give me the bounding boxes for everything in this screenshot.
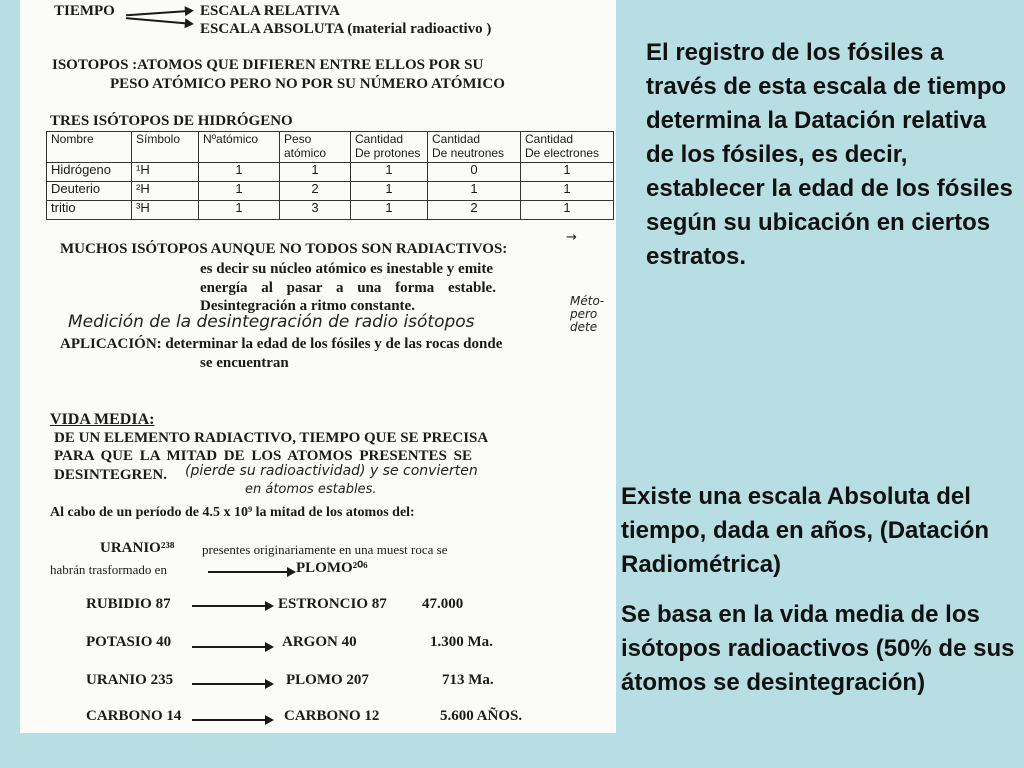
col-header: Peso atómico	[280, 132, 351, 163]
table-row	[47, 182, 614, 201]
cell: 2	[280, 182, 351, 201]
transformado-text: habrán trasformado en	[50, 562, 167, 577]
vida-media-line3: DESINTEGREN.	[54, 467, 167, 483]
table-row	[47, 201, 614, 220]
cell: 1	[351, 201, 428, 220]
handwritten-medicion: Medición de la desintegración de radio isótopos	[68, 312, 475, 332]
decay-parent: URANIO 235	[86, 672, 174, 688]
muchos-isotopos-line3: energía al pasar a una forma estable.	[200, 280, 496, 296]
decay-daughter: CARBONO 12	[284, 708, 380, 724]
presentes-text: presentes originariamente en una muest roca se	[202, 542, 448, 557]
decay-arrow	[192, 646, 272, 648]
isotopos-definition-line1: ISOTOPOS :ATOMOS QUE DIFIEREN ENTRE ELLOS POR SU	[52, 57, 484, 73]
cell: Deuterio	[47, 182, 132, 201]
handwritten-pierde: (pierde su radioactividad) y se convierten	[185, 463, 478, 479]
escala-relativa: ESCALA RELATIVA	[200, 3, 340, 19]
cell: 1	[351, 182, 428, 201]
col-header: Nombre	[47, 132, 132, 163]
decay-halflife: 713 Ma.	[442, 672, 494, 688]
table-title: TRES ISÓTOPOS DE HIDRÓGENO	[50, 113, 293, 129]
cell: 1	[521, 201, 614, 220]
hand-arrow-mark: →	[566, 230, 577, 245]
handwritten-metodo: Méto- pero dete	[570, 294, 605, 334]
relative-dating-paragraph: El registro de los fósiles a través de esta escala de tiempo determina la Datación relativa de los fósiles, es decir, establecer la edad de los fósiles según su ubicación en ciertos estratos.	[646, 39, 1013, 270]
vida-media-title: VIDA MEDIA:	[50, 411, 155, 428]
cell: 1	[199, 163, 280, 182]
periodo-line: Al cabo de un período de 4.5 x 10⁹ la mitad de los atomos del:	[50, 505, 415, 520]
table-row	[47, 163, 614, 182]
arrow-to-plomo206	[208, 571, 294, 573]
absolute-scale-paragraph: Existe una escala Absoluta del tiempo, dada en años, (Datación Radiométrica)	[621, 483, 990, 578]
cell: ¹H	[132, 163, 199, 182]
cell: ²H	[132, 182, 199, 201]
arrow-to-absoluta	[126, 17, 192, 25]
muchos-isotopos-line4: Desintegración a ritmo constante.	[200, 298, 415, 314]
cell: 1	[521, 163, 614, 182]
col-header: Símbolo	[132, 132, 199, 163]
col-header: Cantidad De electrones	[521, 132, 614, 163]
aplicacion-line1: APLICACIÓN: determinar la edad de los fósiles y de las rocas donde	[60, 336, 503, 352]
isotopos-definition-line2: PESO ATÓMICO PERO NO POR SU NÚMERO ATÓMICO	[110, 76, 505, 92]
uranio238-label: URANIO²³⁸	[100, 540, 175, 556]
aplicacion-line2: se encuentran	[200, 355, 289, 371]
cell: 1	[199, 201, 280, 220]
decay-arrow	[192, 605, 272, 607]
cell: 1	[351, 163, 428, 182]
cell: 1	[199, 182, 280, 201]
cell: Hidrógeno	[47, 163, 132, 182]
vida-media-line1: DE UN ELEMENTO RADIACTIVO, TIEMPO QUE SE PRECISA	[54, 430, 489, 446]
cell: tritio	[47, 201, 132, 220]
table-header-row	[47, 132, 614, 163]
decay-arrow	[192, 683, 272, 685]
decay-halflife: 1.300 Ma.	[430, 634, 493, 650]
decay-daughter: ARGON 40	[282, 634, 357, 650]
scanned-document	[20, 0, 616, 733]
decay-parent: POTASIO 40	[86, 634, 172, 650]
cell: 3	[280, 201, 351, 220]
decay-arrow	[192, 719, 272, 721]
tiempo-label: TIEMPO	[54, 3, 115, 19]
decay-daughter: ESTRONCIO 87	[278, 596, 387, 612]
decay-parent: CARBONO 14	[86, 708, 182, 724]
cell: 2	[428, 201, 521, 220]
vida-media-line2: PARA QUE LA MITAD DE LOS ATOMOS PRESENTES SE	[54, 448, 472, 464]
decay-daughter: PLOMO 207	[286, 672, 369, 688]
decay-parent: RUBIDIO 87	[86, 596, 171, 612]
col-header: Cantidad De protones	[351, 132, 428, 163]
hydrogen-isotopes-table	[46, 131, 614, 220]
plomo206-label: PLOMO²⁰⁶	[296, 560, 368, 576]
decay-halflife: 5.600 AÑOS.	[440, 708, 523, 724]
cell: 1	[428, 182, 521, 201]
escala-absoluta: ESCALA ABSOLUTA (material radioactivo )	[200, 21, 492, 37]
col-header: Cantidad De neutrones	[428, 132, 521, 163]
decay-halflife: 47.000	[422, 596, 464, 612]
cell: 0	[428, 163, 521, 182]
muchos-isotopos-line2: es decir su núcleo atómico es inestable y emite	[200, 261, 494, 277]
cell: 1	[521, 182, 614, 201]
muchos-isotopos-line1: MUCHOS ISÓTOPOS AUNQUE NO TODOS SON RADIACTIVOS:	[60, 241, 508, 257]
cell: 1	[280, 163, 351, 182]
col-header: Nºatómico	[199, 132, 280, 163]
handwritten-estables: en átomos estables.	[245, 482, 377, 497]
cell: ³H	[132, 201, 199, 220]
half-life-paragraph: Se basa en la vida media de los isótopos radioactivos (50% de sus átomos se desintegración)	[621, 601, 1015, 696]
arrow-to-relativa	[126, 10, 192, 17]
